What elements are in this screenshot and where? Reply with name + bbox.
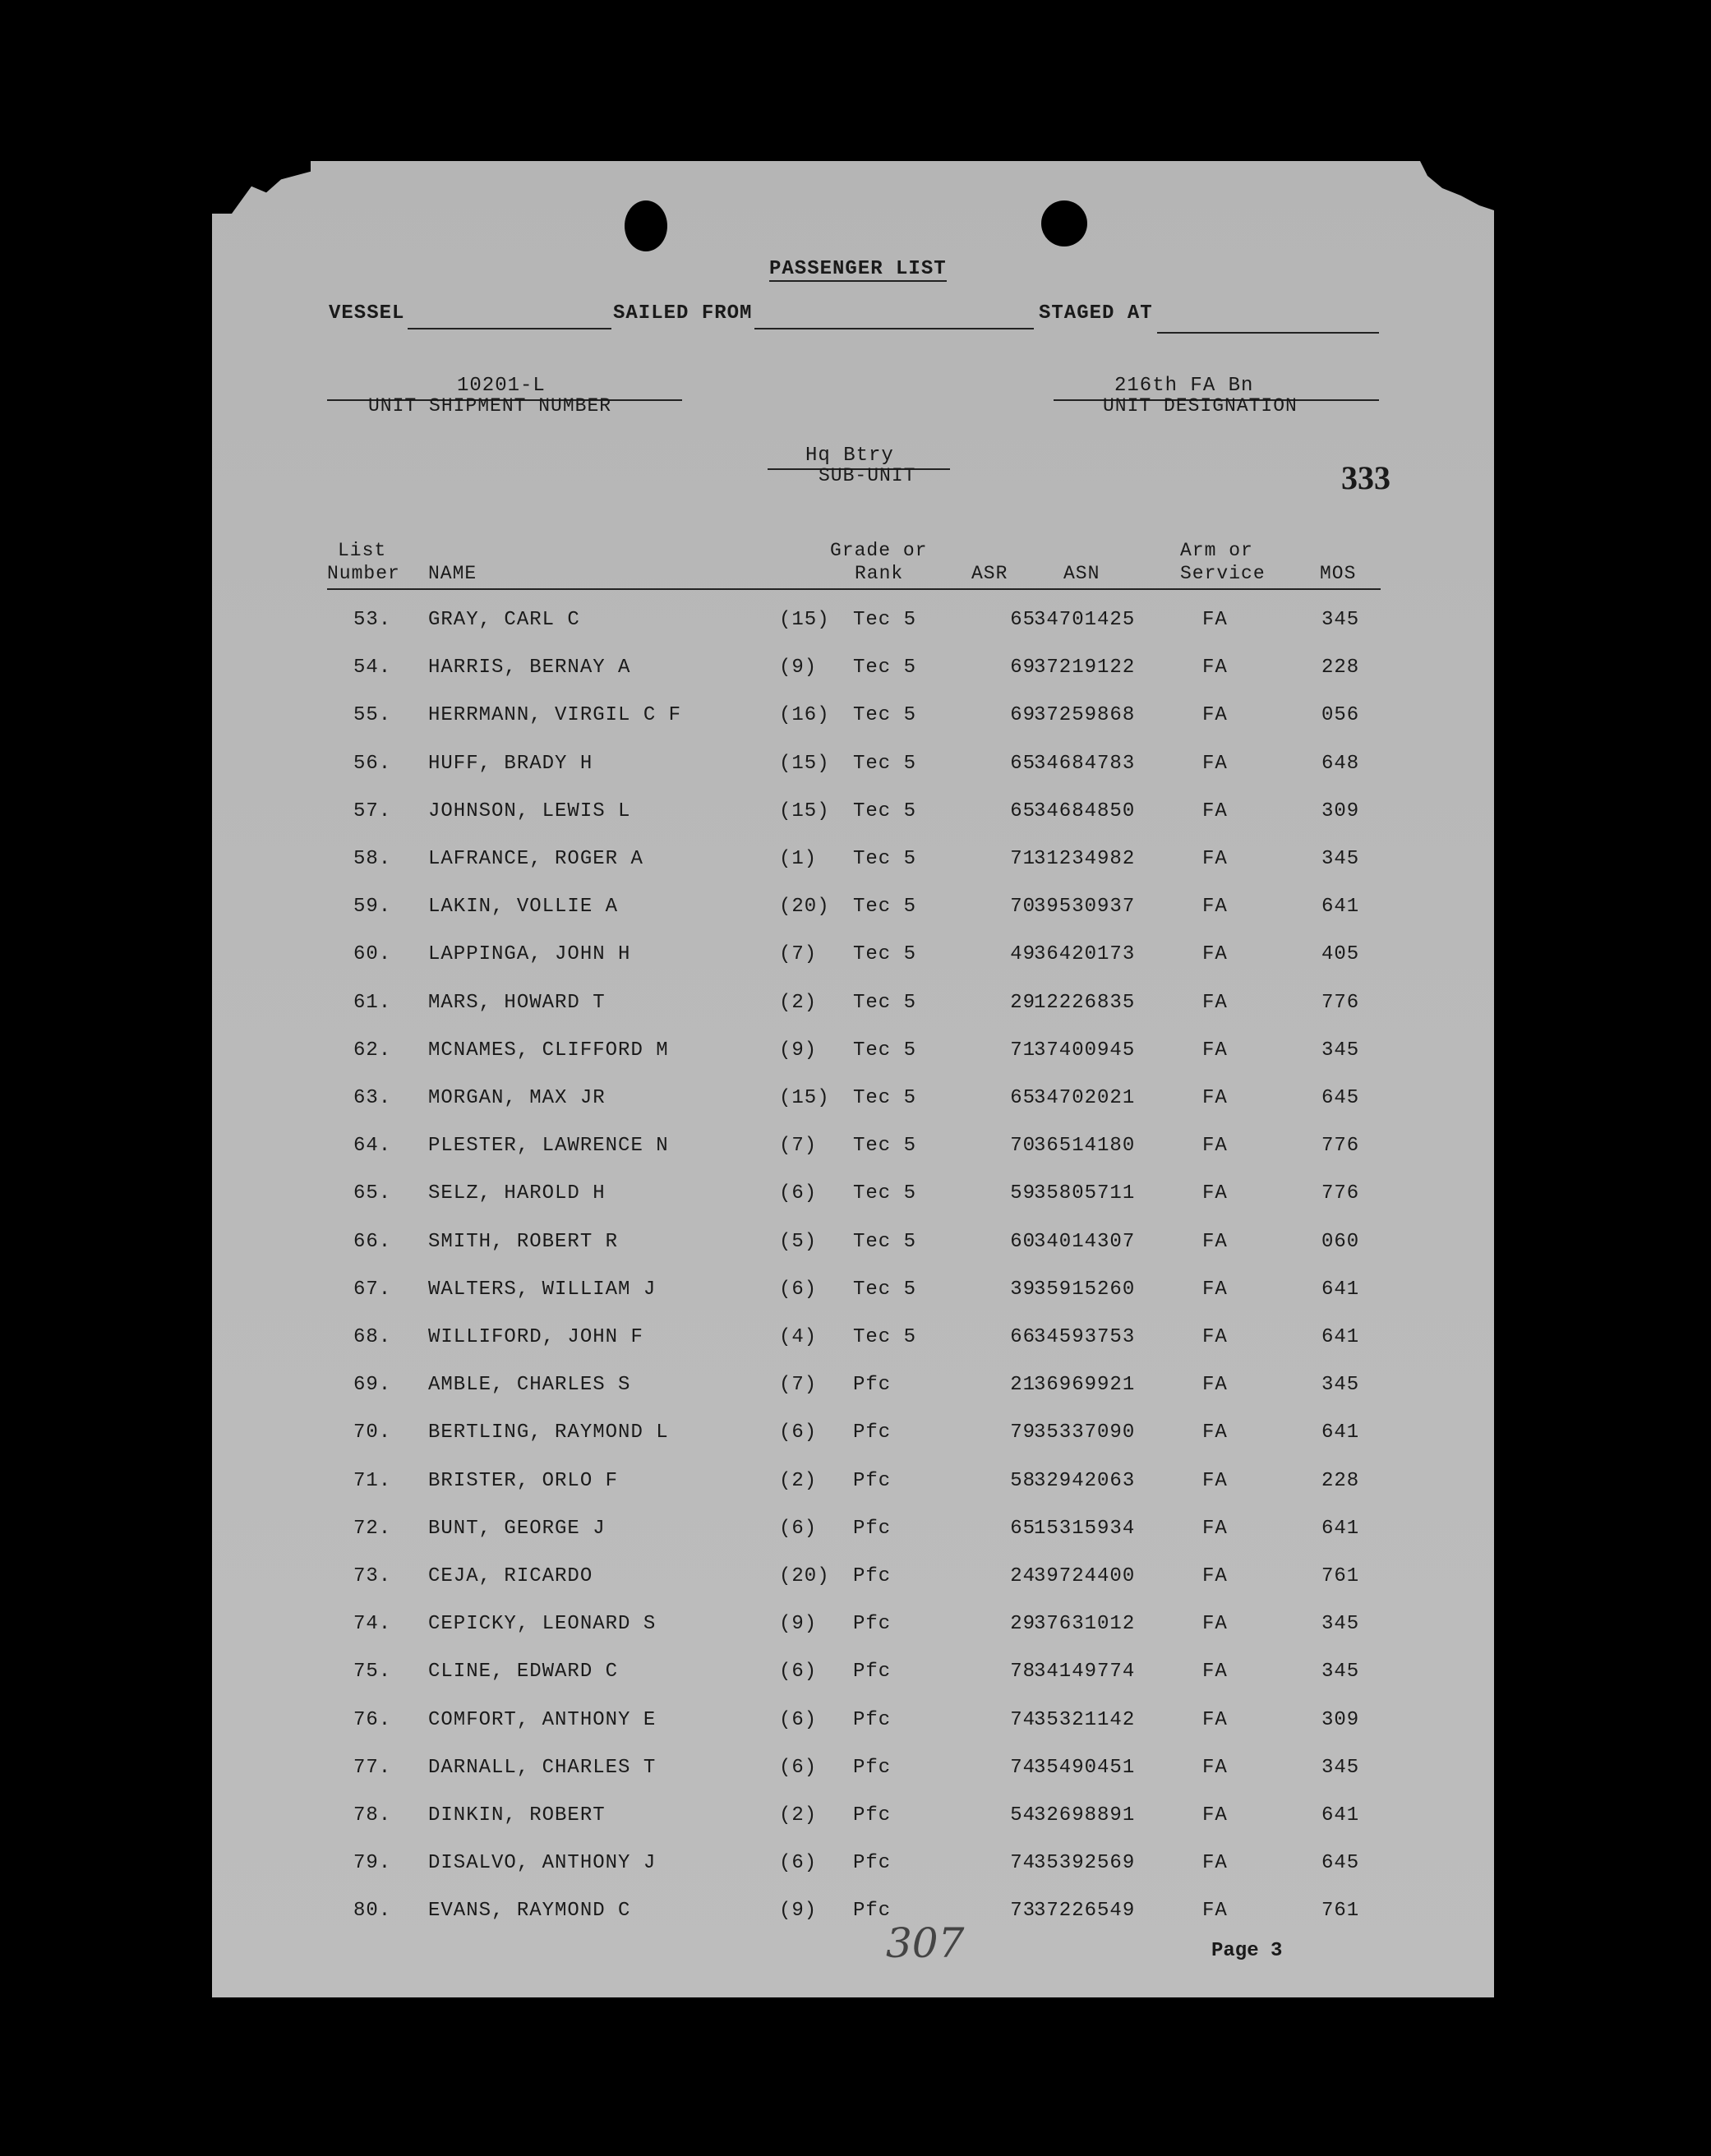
cell-arm-service: FA <box>1202 1230 1228 1253</box>
cell-rank: Tec 5 <box>853 1087 917 1109</box>
col-list-number-bottom: Number <box>327 563 400 584</box>
cell-arm-service: FA <box>1202 1182 1228 1205</box>
table-row <box>212 943 1494 976</box>
cell-asr: 73 <box>1010 1900 1035 1923</box>
cell-rank: Pfc <box>853 1565 892 1587</box>
cell-rank: Tec 5 <box>853 1039 917 1062</box>
cell-asr: 74 <box>1010 1852 1035 1875</box>
cell-grade: (6) <box>779 1708 818 1731</box>
cell-asr: 54 <box>1010 1804 1035 1827</box>
cell-name: COMFORT, ANTHONY E <box>428 1708 657 1731</box>
table-row <box>212 1326 1494 1359</box>
cell-rank: Tec 5 <box>853 896 917 919</box>
cell-name: AMBLE, CHARLES S <box>428 1374 631 1397</box>
cell-name: HERRMANN, VIRGIL C F <box>428 704 682 727</box>
table-row <box>212 1852 1494 1885</box>
cell-grade: (9) <box>779 656 818 680</box>
cell-grade: (9) <box>779 1039 818 1062</box>
cell-name: EVANS, RAYMOND C <box>428 1900 631 1923</box>
cell-grade: (7) <box>779 1135 818 1158</box>
cell-list-number: 75. <box>353 1661 392 1684</box>
cell-mos: 761 <box>1321 1565 1360 1587</box>
table-row <box>212 1518 1494 1550</box>
cell-grade: (6) <box>779 1756 818 1779</box>
cell-grade: (1) <box>779 848 818 870</box>
cell-asn: 34014307 <box>1034 1230 1136 1253</box>
table-row <box>212 704 1494 737</box>
cell-rank: Pfc <box>853 1613 892 1636</box>
col-asn: ASN <box>1063 563 1100 584</box>
cell-name: HUFF, BRADY H <box>428 752 593 775</box>
col-arm-top: Arm or <box>1180 540 1253 561</box>
cell-asr: 69 <box>1010 656 1035 680</box>
cell-rank: Tec 5 <box>853 704 917 727</box>
col-grade-top: Grade or <box>830 540 928 561</box>
cell-asr: 29 <box>1010 991 1035 1014</box>
document-sheet <box>212 161 1494 1997</box>
sub-unit-caption: SUB-UNIT <box>819 465 916 486</box>
table-row <box>212 800 1494 833</box>
cell-asn: 36420173 <box>1034 943 1136 966</box>
table-row <box>212 1087 1494 1120</box>
table-row <box>212 1470 1494 1503</box>
cell-asr: 29 <box>1010 1613 1035 1636</box>
cell-grade: (2) <box>779 991 818 1014</box>
cell-asn: 35337090 <box>1034 1421 1136 1444</box>
cell-list-number: 76. <box>353 1708 392 1731</box>
table-row <box>212 848 1494 881</box>
cell-list-number: 66. <box>353 1230 392 1253</box>
cell-rank: Tec 5 <box>853 1230 917 1253</box>
cell-mos: 641 <box>1321 896 1360 919</box>
cell-asr: 65 <box>1010 1517 1035 1540</box>
cell-mos: 345 <box>1321 1661 1360 1684</box>
page-label: Page 3 <box>1211 1940 1283 1962</box>
col-grade-bottom: Rank <box>855 563 904 584</box>
cell-list-number: 73. <box>353 1565 392 1587</box>
cell-rank: Tec 5 <box>853 943 917 966</box>
cell-name: HARRIS, BERNAY A <box>428 656 631 680</box>
cell-asn: 32942063 <box>1034 1469 1136 1492</box>
cell-list-number: 79. <box>353 1852 392 1875</box>
cell-grade: (7) <box>779 943 818 966</box>
cell-asn: 36969921 <box>1034 1374 1136 1397</box>
cell-grade: (6) <box>779 1517 818 1540</box>
cell-grade: (15) <box>779 799 830 822</box>
cell-rank: Pfc <box>853 1421 892 1444</box>
cell-asn: 35392569 <box>1034 1852 1136 1875</box>
cell-grade: (20) <box>779 896 830 919</box>
punch-hole-right <box>1041 200 1087 246</box>
cell-rank: Pfc <box>853 1852 892 1875</box>
cell-grade: (6) <box>779 1182 818 1205</box>
cell-asr: 60 <box>1010 1230 1035 1253</box>
cell-mos: 776 <box>1321 1135 1360 1158</box>
handwritten-number: 307 <box>886 1919 965 1967</box>
cell-name: GRAY, CARL C <box>428 609 580 631</box>
table-row <box>212 1374 1494 1407</box>
cell-name: MCNAMES, CLIFFORD M <box>428 1039 669 1062</box>
unit-designation-caption: UNIT DESIGNATION <box>1103 395 1298 417</box>
cell-rank: Pfc <box>853 1756 892 1779</box>
cell-asn: 35490451 <box>1034 1756 1136 1779</box>
cell-mos: 776 <box>1321 991 1360 1014</box>
table-row <box>212 1231 1494 1264</box>
cell-name: LAPPINGA, JOHN H <box>428 943 631 966</box>
cell-asr: 24 <box>1010 1565 1035 1587</box>
cell-name: JOHNSON, LEWIS L <box>428 799 631 822</box>
cell-name: BRISTER, ORLO F <box>428 1469 619 1492</box>
cell-asn: 15315934 <box>1034 1517 1136 1540</box>
cell-asr: 70 <box>1010 1135 1035 1158</box>
col-asr: ASR <box>971 563 1008 584</box>
cell-arm-service: FA <box>1202 896 1228 919</box>
table-row <box>212 1804 1494 1837</box>
cell-rank: Pfc <box>853 1804 892 1827</box>
cell-arm-service: FA <box>1202 1900 1228 1923</box>
cell-mos: 641 <box>1321 1421 1360 1444</box>
cell-arm-service: FA <box>1202 1804 1228 1827</box>
cell-arm-service: FA <box>1202 1278 1228 1301</box>
cell-name: WALTERS, WILLIAM J <box>428 1278 657 1301</box>
cell-rank: Tec 5 <box>853 1278 917 1301</box>
cell-asr: 74 <box>1010 1756 1035 1779</box>
cell-asr: 58 <box>1010 1469 1035 1492</box>
cell-mos: 405 <box>1321 943 1360 966</box>
cell-grade: (6) <box>779 1661 818 1684</box>
cell-arm-service: FA <box>1202 656 1228 680</box>
table-row <box>212 1135 1494 1168</box>
cell-list-number: 59. <box>353 896 392 919</box>
cell-asn: 36514180 <box>1034 1135 1136 1158</box>
cell-list-number: 57. <box>353 799 392 822</box>
table-row <box>212 1565 1494 1598</box>
cell-name: CLINE, EDWARD C <box>428 1661 619 1684</box>
vessel-label: VESSEL <box>329 302 405 325</box>
cell-rank: Tec 5 <box>853 752 917 775</box>
cell-asn: 12226835 <box>1034 991 1136 1014</box>
cell-list-number: 71. <box>353 1469 392 1492</box>
cell-list-number: 70. <box>353 1421 392 1444</box>
table-row <box>212 1709 1494 1742</box>
cell-rank: Tec 5 <box>853 609 917 631</box>
staged-at-label: STAGED AT <box>1039 302 1153 325</box>
col-name: NAME <box>428 563 477 584</box>
cell-grade: (5) <box>779 1230 818 1253</box>
cell-asn: 34684783 <box>1034 752 1136 775</box>
cell-arm-service: FA <box>1202 1852 1228 1875</box>
cell-list-number: 65. <box>353 1182 392 1205</box>
header-rule <box>327 588 1381 590</box>
cell-mos: 645 <box>1321 1852 1360 1875</box>
torn-corner-right <box>1420 161 1494 210</box>
cell-asr: 65 <box>1010 752 1035 775</box>
cell-grade: (15) <box>779 752 830 775</box>
cell-asr: 39 <box>1010 1278 1035 1301</box>
cell-name: DINKIN, ROBERT <box>428 1804 606 1827</box>
cell-name: SMITH, ROBERT R <box>428 1230 619 1253</box>
cell-mos: 345 <box>1321 609 1360 631</box>
cell-asr: 71 <box>1010 848 1035 870</box>
cell-arm-service: FA <box>1202 799 1228 822</box>
cell-rank: Tec 5 <box>853 848 917 870</box>
cell-asr: 49 <box>1010 943 1035 966</box>
cell-mos: 345 <box>1321 848 1360 870</box>
cell-rank: Pfc <box>853 1708 892 1731</box>
cell-rank: Pfc <box>853 1517 892 1540</box>
cell-asn: 37219122 <box>1034 656 1136 680</box>
cell-name: DARNALL, CHARLES T <box>428 1756 657 1779</box>
cell-asr: 21 <box>1010 1374 1035 1397</box>
cell-asr: 66 <box>1010 1326 1035 1348</box>
cell-arm-service: FA <box>1202 1087 1228 1109</box>
cell-rank: Pfc <box>853 1374 892 1397</box>
cell-asn: 37631012 <box>1034 1613 1136 1636</box>
cell-mos: 060 <box>1321 1230 1360 1253</box>
cell-arm-service: FA <box>1202 1708 1228 1731</box>
cell-mos: 641 <box>1321 1804 1360 1827</box>
cell-arm-service: FA <box>1202 1326 1228 1348</box>
table-row <box>212 1421 1494 1454</box>
cell-mos: 345 <box>1321 1374 1360 1397</box>
cell-name: WILLIFORD, JOHN F <box>428 1326 643 1348</box>
cell-name: SELZ, HAROLD H <box>428 1182 606 1205</box>
cell-asn: 39724400 <box>1034 1565 1136 1587</box>
cell-list-number: 78. <box>353 1804 392 1827</box>
table-row <box>212 992 1494 1025</box>
unit-shipment-number: 10201-L <box>457 375 546 397</box>
cell-mos: 761 <box>1321 1900 1360 1923</box>
cell-list-number: 58. <box>353 848 392 870</box>
table-row <box>212 1900 1494 1933</box>
cell-list-number: 68. <box>353 1326 392 1348</box>
cell-list-number: 63. <box>353 1087 392 1109</box>
sailed-from-blank <box>754 328 1034 329</box>
table-row <box>212 1182 1494 1215</box>
cell-grade: (16) <box>779 704 830 727</box>
col-list-number-top: List <box>338 540 387 561</box>
cell-rank: Pfc <box>853 1661 892 1684</box>
cell-arm-service: FA <box>1202 752 1228 775</box>
cell-grade: (7) <box>779 1374 818 1397</box>
cell-mos: 228 <box>1321 1469 1360 1492</box>
cell-list-number: 67. <box>353 1278 392 1301</box>
table-row <box>212 896 1494 928</box>
cell-mos: 228 <box>1321 656 1360 680</box>
cell-rank: Tec 5 <box>853 1135 917 1158</box>
cell-name: CEJA, RICARDO <box>428 1565 593 1587</box>
cell-asr: 71 <box>1010 1039 1035 1062</box>
cell-grade: (20) <box>779 1565 830 1587</box>
cell-asr: 59 <box>1010 1182 1035 1205</box>
cell-mos: 645 <box>1321 1087 1360 1109</box>
cell-arm-service: FA <box>1202 1565 1228 1587</box>
cell-arm-service: FA <box>1202 943 1228 966</box>
cell-list-number: 77. <box>353 1756 392 1779</box>
cell-list-number: 55. <box>353 704 392 727</box>
table-row <box>212 656 1494 689</box>
sailed-from-label: SAILED FROM <box>613 302 753 325</box>
cell-grade: (2) <box>779 1469 818 1492</box>
cell-asr: 78 <box>1010 1661 1035 1684</box>
cell-mos: 345 <box>1321 1613 1360 1636</box>
cell-mos: 345 <box>1321 1756 1360 1779</box>
cell-list-number: 80. <box>353 1900 392 1923</box>
cell-mos: 056 <box>1321 704 1360 727</box>
cell-asn: 34593753 <box>1034 1326 1136 1348</box>
cell-asn: 39530937 <box>1034 896 1136 919</box>
col-arm-bottom: Service <box>1180 563 1266 584</box>
cell-asr: 65 <box>1010 609 1035 631</box>
cell-rank: Tec 5 <box>853 656 917 680</box>
cell-mos: 309 <box>1321 1708 1360 1731</box>
cell-arm-service: FA <box>1202 1421 1228 1444</box>
sub-unit: Hq Btry <box>805 445 894 467</box>
cell-arm-service: FA <box>1202 848 1228 870</box>
cell-name: MARS, HOWARD T <box>428 991 606 1014</box>
cell-rank: Tec 5 <box>853 1326 917 1348</box>
cell-asn: 37400945 <box>1034 1039 1136 1062</box>
cell-list-number: 72. <box>353 1517 392 1540</box>
vessel-blank <box>408 328 611 329</box>
cell-mos: 641 <box>1321 1517 1360 1540</box>
cell-name: PLESTER, LAWRENCE N <box>428 1135 669 1158</box>
cell-rank: Pfc <box>853 1469 892 1492</box>
cell-grade: (4) <box>779 1326 818 1348</box>
cell-mos: 641 <box>1321 1326 1360 1348</box>
cell-asn: 35915260 <box>1034 1278 1136 1301</box>
cell-asn: 37259868 <box>1034 704 1136 727</box>
cell-list-number: 64. <box>353 1135 392 1158</box>
cell-mos: 641 <box>1321 1278 1360 1301</box>
cell-arm-service: FA <box>1202 1517 1228 1540</box>
cell-list-number: 53. <box>353 609 392 631</box>
table-row <box>212 1757 1494 1790</box>
cell-grade: (15) <box>779 609 830 631</box>
document-title: PASSENGER LIST <box>769 258 947 280</box>
cell-name: DISALVO, ANTHONY J <box>428 1852 657 1875</box>
cell-arm-service: FA <box>1202 991 1228 1014</box>
cell-grade: (2) <box>779 1804 818 1827</box>
cell-arm-service: FA <box>1202 1469 1228 1492</box>
cell-asn: 34701425 <box>1034 609 1136 631</box>
torn-corner-left <box>212 161 311 214</box>
cell-list-number: 69. <box>353 1374 392 1397</box>
cell-rank: Pfc <box>853 1900 892 1923</box>
cell-list-number: 62. <box>353 1039 392 1062</box>
cell-rank: Tec 5 <box>853 1182 917 1205</box>
cell-mos: 309 <box>1321 799 1360 822</box>
cell-list-number: 54. <box>353 656 392 680</box>
cell-asr: 79 <box>1010 1421 1035 1444</box>
cell-list-number: 61. <box>353 991 392 1014</box>
staged-at-blank <box>1157 332 1379 334</box>
cell-asn: 34149774 <box>1034 1661 1136 1684</box>
stamp-number: 333 <box>1341 459 1390 496</box>
cell-grade: (6) <box>779 1852 818 1875</box>
cell-rank: Tec 5 <box>853 799 917 822</box>
cell-name: BUNT, GEORGE J <box>428 1517 606 1540</box>
table-row <box>212 1039 1494 1072</box>
unit-designation: 216th FA Bn <box>1114 375 1254 397</box>
cell-arm-service: FA <box>1202 704 1228 727</box>
cell-grade: (9) <box>779 1613 818 1636</box>
cell-asn: 35321142 <box>1034 1708 1136 1731</box>
cell-arm-service: FA <box>1202 609 1228 631</box>
cell-name: LAKIN, VOLLIE A <box>428 896 619 919</box>
table-row <box>212 1613 1494 1646</box>
punch-hole-left <box>625 200 667 251</box>
cell-list-number: 74. <box>353 1613 392 1636</box>
table-row <box>212 1278 1494 1311</box>
cell-arm-service: FA <box>1202 1661 1228 1684</box>
cell-arm-service: FA <box>1202 1135 1228 1158</box>
cell-arm-service: FA <box>1202 1756 1228 1779</box>
cell-asn: 31234982 <box>1034 848 1136 870</box>
cell-name: BERTLING, RAYMOND L <box>428 1421 669 1444</box>
unit-shipment-caption: UNIT SHIPMENT NUMBER <box>368 395 612 417</box>
cell-name: CEPICKY, LEONARD S <box>428 1613 657 1636</box>
cell-asn: 34684850 <box>1034 799 1136 822</box>
cell-asr: 65 <box>1010 1087 1035 1109</box>
cell-asr: 65 <box>1010 799 1035 822</box>
table-row <box>212 753 1494 785</box>
cell-mos: 345 <box>1321 1039 1360 1062</box>
cell-list-number: 60. <box>353 943 392 966</box>
cell-asr: 69 <box>1010 704 1035 727</box>
cell-mos: 776 <box>1321 1182 1360 1205</box>
cell-grade: (6) <box>779 1421 818 1444</box>
col-mos: MOS <box>1320 563 1357 584</box>
cell-asr: 74 <box>1010 1708 1035 1731</box>
cell-asn: 35805711 <box>1034 1182 1136 1205</box>
cell-asn: 32698891 <box>1034 1804 1136 1827</box>
table-row <box>212 609 1494 642</box>
cell-name: MORGAN, MAX JR <box>428 1087 606 1109</box>
cell-arm-service: FA <box>1202 1039 1228 1062</box>
cell-grade: (6) <box>779 1278 818 1301</box>
cell-grade: (15) <box>779 1087 830 1109</box>
cell-mos: 648 <box>1321 752 1360 775</box>
cell-asr: 70 <box>1010 896 1035 919</box>
cell-arm-service: FA <box>1202 1374 1228 1397</box>
cell-asn: 34702021 <box>1034 1087 1136 1109</box>
cell-grade: (9) <box>779 1900 818 1923</box>
cell-name: LAFRANCE, ROGER A <box>428 848 643 870</box>
cell-list-number: 56. <box>353 752 392 775</box>
cell-asn: 37226549 <box>1034 1900 1136 1923</box>
table-row <box>212 1661 1494 1693</box>
cell-arm-service: FA <box>1202 1613 1228 1636</box>
cell-rank: Tec 5 <box>853 991 917 1014</box>
